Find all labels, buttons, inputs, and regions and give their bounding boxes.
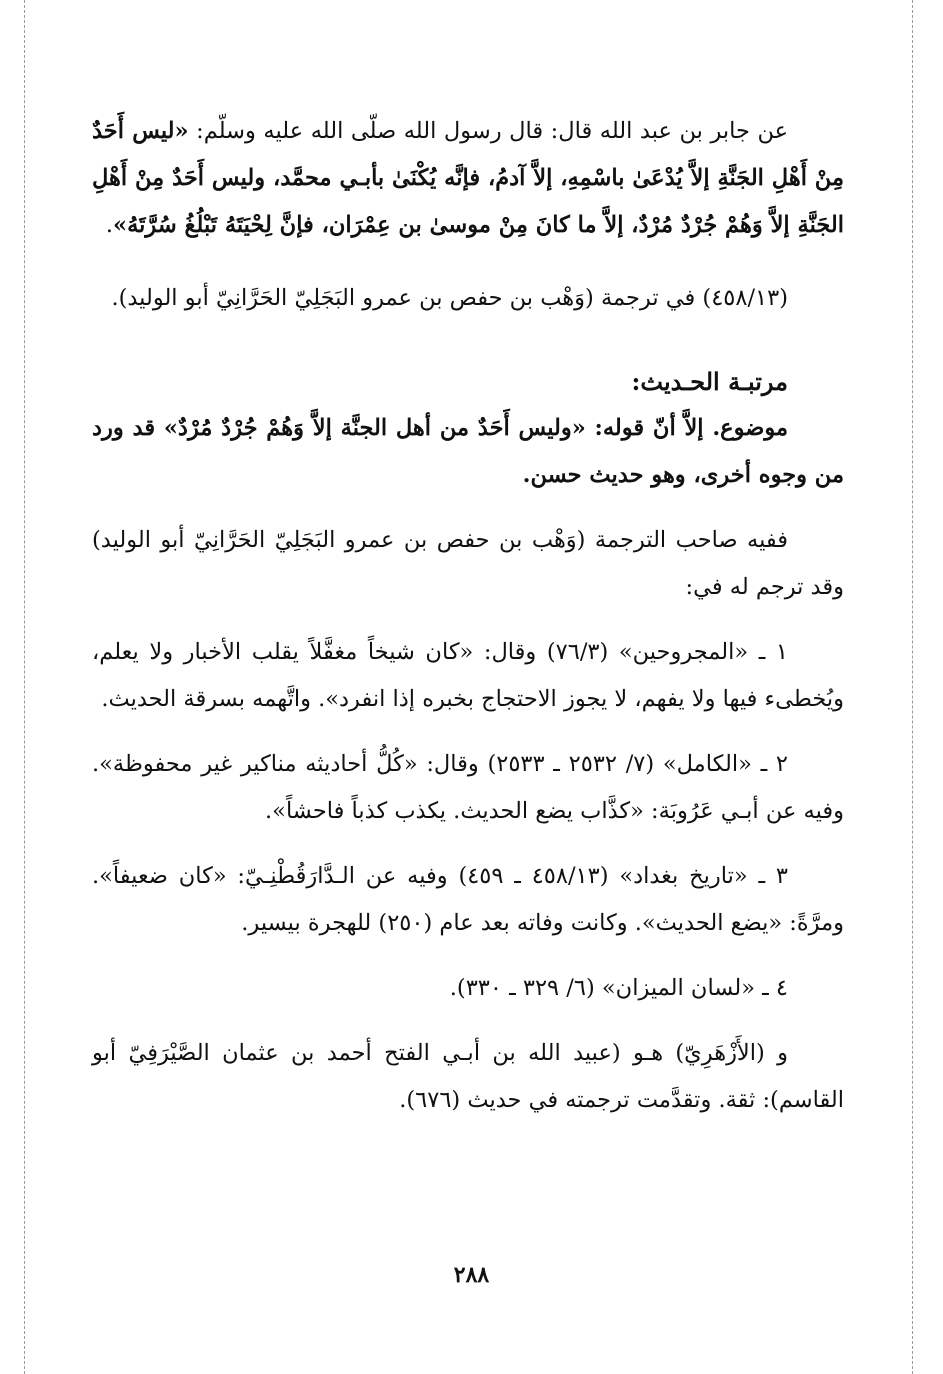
list-item-lisan-al-mizan: ٤ ـ «لسان الميزان» (٦/ ٣٢٩ ـ ٣٣٠).: [449, 975, 788, 1001]
section-heading: مرتبـة الحـديث:: [631, 367, 788, 396]
left-margin-guide: [24, 0, 25, 1374]
hadith-quote: «ليس أَحَدٌ مِنْ أَهْلِ الجَنَّةِ إلاَّ يُدْعَىٰ باسْمِهِ، إلاَّ آدمُ، فإنَّه يُكْنَىٰ بأبـي محمَّد، وليس أَحَدٌ مِنْ أَهْلِ الجَنَّةِ إلاَّ وَهُمْ جُرْدٌ مُرْدٌ، إلاَّ ما كانَ مِنْ موسىٰ بن عِمْرَان، فإنَّ لِحْيَتَهُ تَبْلُغُ سُرَّتَهُ»: [92, 118, 844, 238]
list-item-kamil: ٢ ـ «الكامل» (٧/ ٢٥٣٢ ـ ٢٥٣٣) وقال: «كُلُّ أحاديثه مناكير غير محفوظة». وفيه عن أبـي عَرُوبَة: «كذَّاب يضع الحديث. يكذب كذباً فاحشاً».: [92, 751, 844, 824]
hadith-end: .: [105, 212, 114, 238]
list-item-tarikh-baghdad: ٣ ـ «تاريخ بغداد» (٤٥٨/١٣ ـ ٤٥٩) وفيه عن الـدَّارَقُطْنِـيّ: «كان ضعيفاً». ومرَّةً: «يضع الحديث». وكانت وفاته بعد عام (٢٥٠) للهجرة بيسير.: [92, 863, 844, 936]
right-margin-guide: [912, 0, 913, 1374]
page-number: ٢٨٨: [453, 1262, 490, 1288]
grading-paragraph: موضوع. إلاَّ أنّ قوله: «وليس أَحَدٌ من أهل الجنَّة إلاَّ وَهُمْ جُرْدٌ مُرْدٌ» قد ورد من وجوه أخرى، وهو حديث حسن.: [92, 415, 844, 488]
hadith-intro: عن جابر بن عبد الله قال: قال رسول الله صلّى الله عليه وسلّم:: [188, 118, 789, 144]
hadith-paragraph: [92, 108, 844, 249]
page-body: [92, 108, 844, 1124]
list-item-majruhin: ١ ـ «المجروحين» (٧٦/٣) وقال: «كان شيخاً مغفَّلاً يقلب الأخبار ولا يعلم، ويُخطىء فيها ولا يفهم، لا يجوز الاحتجاج بخبره إذا انفرد». واتَّهمه بسرقة الحديث.: [92, 639, 844, 712]
source-reference: (٤٥٨/١٣) في ترجمة (وَهْب بن حفص بن عمرو البَجَلِيّ الحَرَّانِيّ أبو الوليد).: [111, 285, 788, 311]
azhari-note: و (الأَزْهَرِيّ) هـو (عبيد الله بن أبـي الفتح أحمد بن عثمان الصَّيْرَفِيّ أبو القاسم): ثقة. وتقدَّمت ترجمته في حديث (٦٧٦).: [92, 1040, 844, 1113]
narrator-intro: ففيه صاحب الترجمة (وَهْب بن حفص بن عمرو البَجَلِيّ الحَرَّانِيّ أبو الوليد) وقد ترجم له في:: [92, 527, 844, 600]
